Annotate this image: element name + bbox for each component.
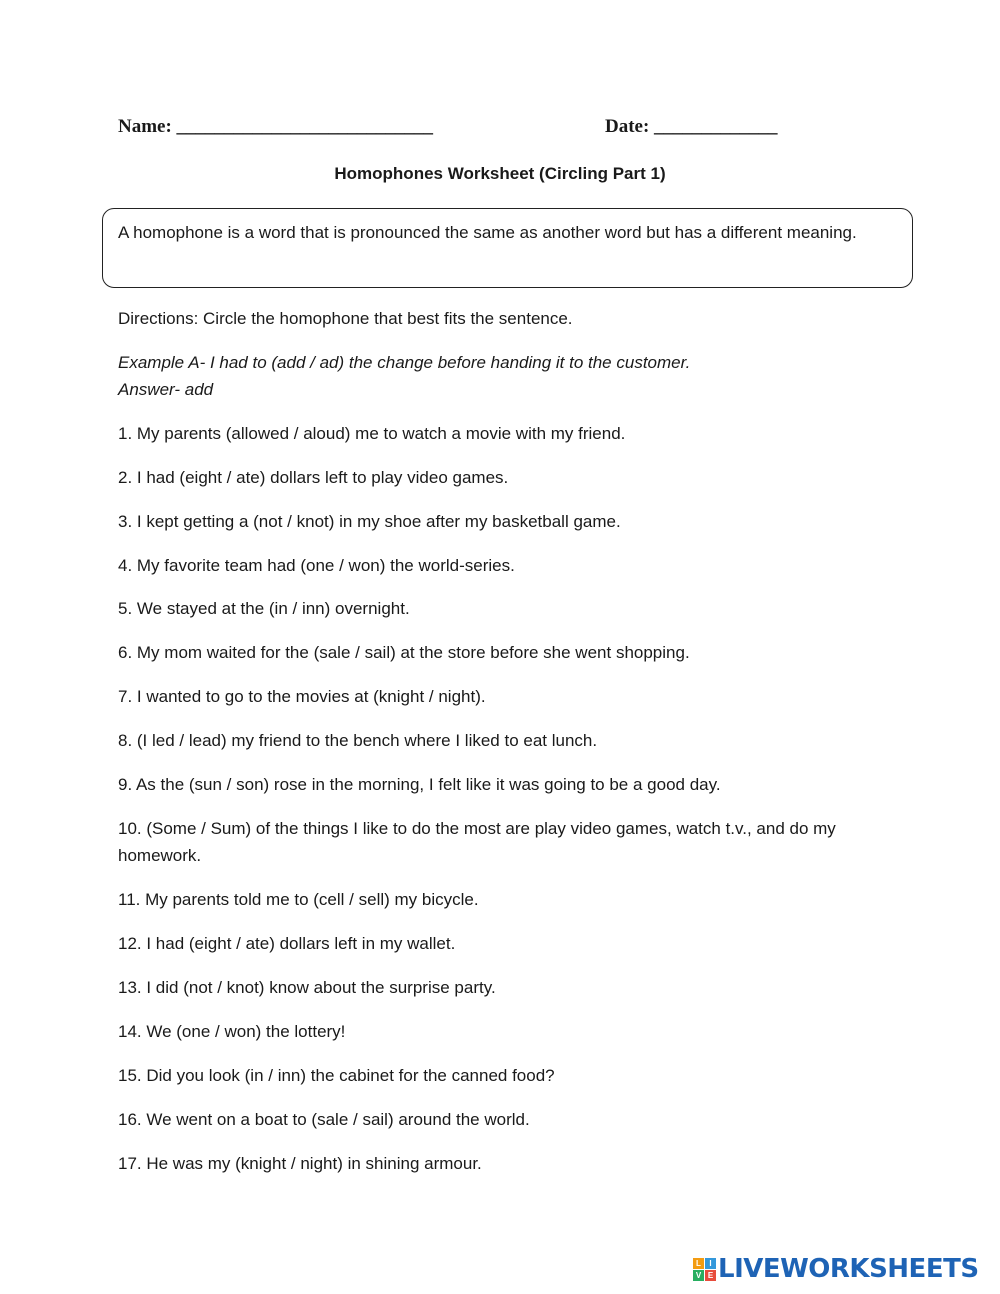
name-field-line: Name: ___________________________	[118, 116, 434, 137]
question-10: 10. (Some / Sum) of the things I like to do the most are play video games, watch t.v., and do my homework.	[118, 819, 836, 865]
question-2: 2. I had (eight / ate) dollars left to play video games.	[118, 468, 509, 487]
logo-mark-letter: L	[693, 1258, 704, 1269]
question-12: 12. I had (eight / ate) dollars left in my wallet.	[118, 934, 456, 953]
definition-box: A homophone is a word that is pronounced the same as another word but has a different meaning.	[102, 208, 913, 288]
question-17: 17. He was my (knight / night) in shining armour.	[118, 1154, 482, 1173]
question-4: 4. My favorite team had (one / won) the world-series.	[118, 556, 515, 575]
logo-mark-letter: E	[705, 1270, 716, 1281]
question-1: 1. My parents (allowed / aloud) me to watch a movie with my friend.	[118, 424, 626, 443]
question-9: 9. As the (sun / son) rose in the morning, I felt like it was going to be a good day.	[118, 775, 721, 794]
liveworksheets-logo	[693, 1254, 979, 1284]
question-13: 13. I did (not / knot) know about the surprise party.	[118, 978, 496, 997]
logo-mark-letter: V	[693, 1270, 704, 1281]
question-11: 11. My parents told me to (cell / sell) my bicycle.	[118, 890, 479, 909]
question-14: 14. We (one / won) the lottery!	[118, 1022, 346, 1041]
question-3: 3. I kept getting a (not / knot) in my shoe after my basketball game.	[118, 512, 621, 531]
worksheet-title: Homophones Worksheet (Circling Part 1)	[334, 164, 666, 183]
date-field-line: Date: _____________	[605, 116, 778, 137]
question-8: 8. (I led / lead) my friend to the bench where I liked to eat lunch.	[118, 731, 598, 750]
logo-mark-letter: I	[705, 1258, 716, 1269]
logo-text: LIVEWORKSHEETS	[718, 1254, 979, 1284]
question-6: 6. My mom waited for the (sale / sail) at the store before she went shopping.	[118, 643, 690, 662]
example-sentence: Example A- I had to (add / ad) the change before handing it to the customer.	[118, 353, 691, 372]
question-5: 5. We stayed at the (in / inn) overnight.	[118, 599, 410, 618]
question-16: 16. We went on a boat to (sale / sail) around the world.	[118, 1110, 530, 1129]
logo-mark-icon	[693, 1258, 716, 1281]
question-15: 15. Did you look (in / inn) the cabinet for the canned food?	[118, 1066, 555, 1085]
question-7: 7. I wanted to go to the movies at (knight / night).	[118, 687, 486, 706]
example-answer: Answer- add	[118, 380, 214, 399]
directions: Directions: Circle the homophone that best fits the sentence.	[118, 309, 573, 328]
